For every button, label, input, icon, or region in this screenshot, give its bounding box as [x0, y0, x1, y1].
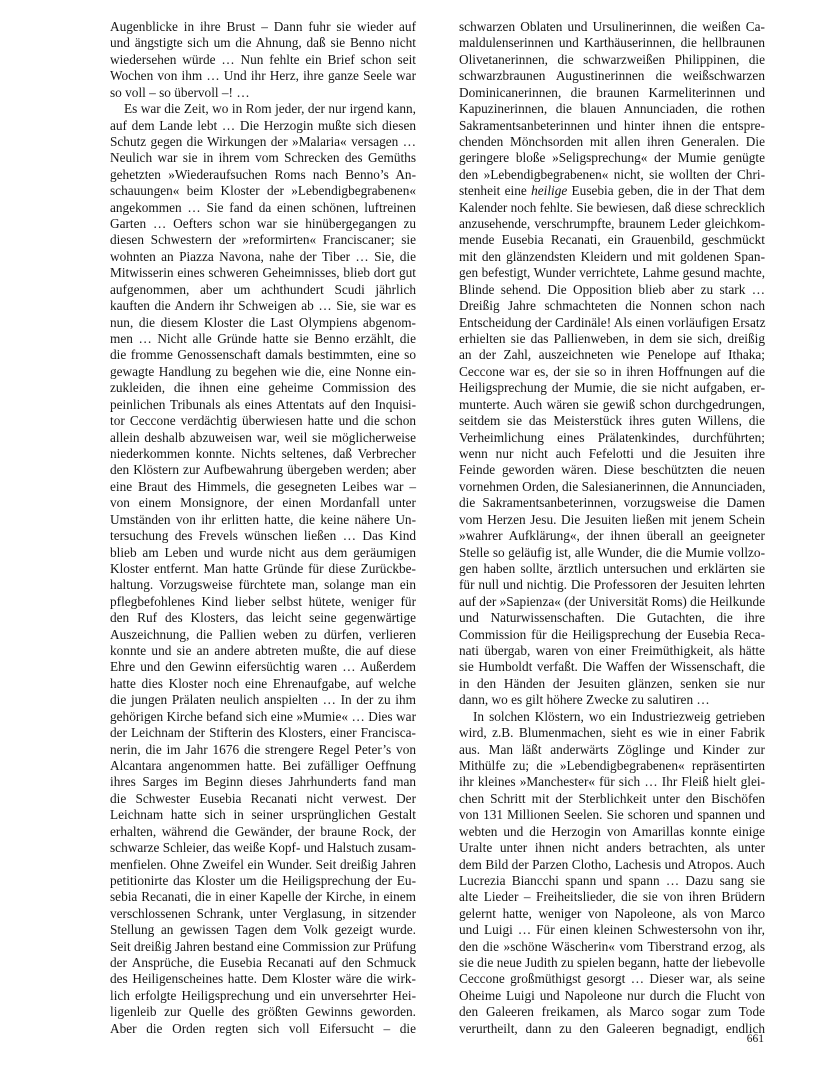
right-column-line: gelernt hatte, weniger von Napoleone, als von Marco: [459, 905, 765, 921]
left-column-line: Ehre und den Gewinn eifersüchtig waren … Außerdem: [110, 659, 416, 675]
right-column-line: aus. Man läßt anderwärts Zöglinge und Kinder zur: [459, 741, 765, 757]
left-column-line: haltung. Vorzugsweise fürchtete man, solange man ein: [110, 577, 416, 593]
left-column-line: konnte und sie an andere abtreten mußte, die auf diese: [110, 643, 416, 659]
left-column-line: schwarze Schleier, das weiße Kopf- und Halstuch zusam-: [110, 840, 416, 856]
right-column-line: [459, 183, 765, 199]
left-column-line: gehetzten »Wiederaufsuchen Roms nach Benno’s An-: [110, 166, 416, 182]
right-column-line: gen befestigt, Wunder verrichtete, Lahme gesund machte,: [459, 265, 765, 281]
left-column-line: lich erfolgte Heiligsprechung und ein unversehrter Hei-: [110, 987, 416, 1003]
right-column-line: vornehmen Orden, die Salesianerinnen, die Annunciaden,: [459, 478, 766, 494]
left-column-line: men … Nicht alle Gründe hatte sie Benno erzählt, die: [110, 331, 416, 347]
right-column-line: vom Herzen Jesu. Die Jesuiten ließen mit jenem Schein: [459, 511, 765, 527]
left-column-line: verschlossenen Schrank, unter Verglasung, in sitzender: [110, 905, 416, 921]
right-column-line: alte Lieder – Freiheitslieder, die sie von ihren Brüdern: [459, 889, 765, 905]
left-column-line: wiedersehen würde … Nun fehlte ein Brief schon seit: [110, 51, 416, 67]
left-column-line: erhalten, während die Gewänder, der braune Rock, der: [110, 823, 416, 839]
left-column-line: ihres Sarges im Beginn dieses Jahrhunderts fand man: [110, 774, 416, 790]
right-column-line: In solchen Klöstern, wo ein Industriezweig getrieben: [473, 708, 765, 724]
left-column-line: Neulich war sie in ihrem vom Schrecken des Gemüths: [110, 150, 416, 166]
left-column-line: nun, die diesem Kloster die Last Olympiens abgenom-: [110, 314, 416, 330]
right-column-line: in den Händen der Jesuiten glänzen, senken sie nur: [459, 675, 765, 691]
page-number: 661: [746, 1033, 764, 1045]
left-column-line: peinlichen Tribunals als eines Attentats auf den Inquisi-: [110, 396, 416, 412]
right-column-line: Dominicanerinnen, die braunen Karmeliterinnen und: [459, 84, 765, 100]
left-column-line: Seit dreißig Jahren bestand eine Commission zur Prüfung: [110, 938, 417, 954]
right-column: [459, 19, 765, 1037]
right-column-line: dann, wo es gilt höhere Zwecke zu salutiren …: [459, 692, 710, 708]
right-column-line: Entscheidung der Cardinäle! Als einen vorläufigen Ersatz: [459, 314, 766, 330]
left-column-line: Alcantara angenommen hatte. Bei zufälliger Oeffnung: [110, 757, 416, 773]
left-column-line: aufgenommen, aber um achthundert Scudi jährlich: [110, 281, 416, 297]
right-column-line: Ceccone großmüthigst gesorgt … Dieser war, als seine: [459, 971, 765, 987]
left-column-line: sebia Recanati, die in einer Kapelle der Kirche, in einem: [110, 889, 416, 905]
right-column-line: »wahrer Aufklärung«, der ihnen überall an geeigneter: [459, 528, 765, 544]
right-column-line: auf der »Sapienza« (der Universität Roms) die Heilkunde: [459, 593, 766, 609]
right-column-line: Feinde geworden wären. Diese beschützten die neuen: [459, 462, 765, 478]
right-column-line: für null und nichtig. Die Professoren der Jesuiten lehrten: [459, 577, 765, 593]
left-column-line: Augenblicke in ihre Brust – Dann fuhr sie wieder auf: [110, 19, 416, 34]
right-column-line: Olivetanerinnen, die schwarzweißen Philippinen, die: [459, 51, 765, 67]
right-column-line: Ceccone war es, der sie so in ihren Hoffnungen auf die: [459, 363, 765, 379]
left-column-line: die Schwester Eusebia Recanati nicht verwest. Der: [110, 790, 416, 806]
left-column-line: Aber die Orden regten sich voll Eifersucht – die: [110, 1020, 416, 1036]
right-column-line: geringere bloße »Seligsprechung« der Mumie genügte: [459, 150, 765, 166]
right-column-line: die Sakramentsanbeterinnen, vorzugsweise die Damen: [459, 495, 765, 511]
right-column-line: und Naturwissenschaften. Die Gutachten, die ihre: [459, 610, 765, 626]
left-column-line: diesen Schwestern der »reformirten« Franciscaner; sie: [110, 232, 416, 248]
left-column-line: Kloster entfernt. Man hatte Gründe für diese Zurückbe-: [110, 560, 416, 576]
right-column-line: erhielten sie das Pallienweben, in dem sie sich, dreißig: [459, 331, 765, 347]
right-column-line: seitdem sie das Meisterstück ihres guten Willens, die: [459, 413, 765, 429]
right-column-line: Commission für die Heiligsprechung der Eusebia Reca-: [459, 626, 765, 642]
left-column-line: angekommen … Sie fand da einen schönen, luftreinen: [110, 199, 416, 215]
right-column-line: Lucrezia Biancchi spann und spann … Dazu sang sie: [459, 872, 765, 888]
left-column-line: so voll – so übervoll –! …: [110, 84, 250, 100]
left-column-line: nerin, die im Jahr 1676 die strengere Regel Peter’s von: [110, 741, 416, 757]
right-column-line: Kalender noch fehlte. Sie bewiesen, daß diese schrecklich: [459, 199, 765, 215]
right-column-line: munterte. Auch wären sie gewiß schon durchgedrungen,: [459, 396, 765, 412]
right-column-line: Verheimlichung eines Prälatenkindes, durchführten;: [459, 429, 765, 445]
right-column-line: den die »schöne Wäscherin« vom Tiberstrand erzog, als: [459, 938, 765, 954]
right-column-line: und Luigi … Für einen kleinen Schwestersohn von ihr,: [459, 922, 765, 938]
right-column-line: wird, z.B. Blumenmachen, sieht es wie in einer Fabrik: [459, 725, 765, 741]
right-column-line: sie die neue Judith zu spielen begann, hatte der liebevolle: [459, 955, 765, 971]
left-column-line: den Ruf des Klosters, das leicht seine gegenwärtige: [110, 610, 416, 626]
left-column-line: Umständen von ihr erlitten hatte, die keine nähere Un-: [110, 511, 416, 527]
right-column-line: nati übergab, waren von einer Freimüthigkeit, als hätte: [459, 643, 765, 659]
left-column-line: Es war die Zeit, wo in Rom jeder, der nur irgend kann,: [124, 101, 416, 117]
left-column-line: der Leichnam der Stifterin des Klosters, einer Francisca-: [110, 725, 416, 741]
right-column-line: den Galeeren freikamen, als Marco sogar zum Tode: [459, 1004, 765, 1020]
right-column-line: Kapuzinerinnen, die blauen Annunciaden, die rothen: [459, 101, 765, 117]
right-column-line: den »Lebendigbegrabenen« nicht, sie wollten der Chri-: [459, 166, 765, 182]
left-column-line: kauften die Andern ihr Schweigen ab … Sie, sie war es: [110, 298, 416, 314]
right-column-line: webten und die Herzogin von Amarillas konnte einige: [459, 823, 765, 839]
right-column-line: anzusehende, verschrumpfte, braunem Leder gleichkom-: [459, 216, 765, 232]
left-column-line: auf dem Lande lebt … Die Herzogin mußte sich diesen: [110, 117, 416, 133]
left-column-line: tersuchung des Frevels wünschen ließen … Das Kind: [110, 528, 416, 544]
left-column-line: Stellung an gewissen Tagen dem Volk gezeigt wurde.: [110, 922, 416, 938]
right-column-line: Blinde sehend. Die Opposition blieb aber zu stark …: [459, 281, 765, 297]
right-column-line: an der Zahl, auszeichneten wie Penelope auf Ithaka;: [459, 347, 765, 363]
left-column-line: tor Ceccone verdächtig überwiesen hatte und die schon: [110, 413, 416, 429]
right-column-line: Uralte unter ihnen nicht anders betrachten, als unter: [459, 840, 765, 856]
right-column-line: maldulenserinnen und Karthäuserinnen, die hellbraunen: [459, 35, 765, 51]
right-column-line: ihr kleines »Manchester« für sich … Ihr Fleiß hielt glei-: [459, 774, 765, 790]
left-column-line: gewagte Handlung zu begehen wie die, eine Nonne ein-: [110, 363, 416, 379]
left-column-line: Leichnam hatte sich in seiner ursprünglichen Gestalt: [110, 807, 416, 823]
right-column-line: mende Eusebia Recanati, ein Grauenbild, geschmückt: [459, 232, 765, 248]
left-column-line: Garten … Oefters schon war sie hinübergegangen zu: [110, 216, 416, 232]
left-column-line: blieb am Leben und wurde nicht aus dem geräumigen: [110, 544, 416, 560]
left-column-line: Mitwisserin eines schweren Geheimnisses, blieb dort gut: [110, 265, 416, 281]
right-column-line: chen Schritt mit der Sterblichkeit unter den Bischöfen: [459, 790, 765, 806]
right-column-line: von 131 Millionen Seelen. Sie schoren und spannen und: [459, 807, 765, 823]
left-column-line: pflegbefohlenes Kind lieber selbst hütete, weniger für: [110, 593, 416, 609]
left-column-line: schauungen« beim Kloster der »Lebendigbegrabenen«: [110, 183, 416, 199]
right-column-line: Sakramentsanbeterinnen und hinter ihnen die entspre-: [459, 117, 765, 133]
left-column-line: die jungen Prälaten neulich anspielten … In der zu ihm: [110, 692, 416, 708]
right-column-line: Heiligsprechung der Mumie, die sie nicht aufgaben, er-: [459, 380, 765, 396]
left-column-line: ligenleib zur Quelle des größten Gewinns geworden.: [110, 1004, 416, 1020]
text-run: stenheit eine: [459, 183, 532, 199]
right-column-line: Mithülfe zu; die »Lebendigbegrabenen« repräsentirten: [459, 757, 765, 773]
left-column-line: gehörigen Kirche befand sich eine »Mumie« … Dies war: [110, 708, 416, 724]
right-column-line: dem Bild der Parzen Clotho, Lachesis und Atropos. Auch: [459, 856, 765, 872]
text-run: Eusebia geben, die in der That dem: [567, 183, 765, 199]
right-column-line: Oheime Luigi und Napoleone nur durch die Flucht von: [459, 987, 765, 1003]
right-column-line: mit den glänzendsten Kleidern und mit goldenen Span-: [459, 248, 765, 264]
left-column-line: niederkommen konnte. Nichts seltenes, daß Verbrecher: [110, 445, 416, 461]
left-column-line: hatte dies Kloster noch eine Ehrenaufgabe, auf welche: [110, 675, 416, 691]
left-column-line: und ängstigte sich um die Ahnung, daß sie Benno nicht: [110, 35, 416, 51]
left-column-line: der Ansprüche, die Eusebia Recanati auf den Schmuck: [110, 955, 416, 971]
right-column-line: schwarzbraunen Augustinerinnen die weißschwarzen: [459, 68, 765, 84]
right-column-line: chenden Mönchsorden mit allen ihren Generalen. Die: [459, 133, 765, 149]
left-column-line: den Klöstern zur Aufbewahrung übergeben werden; aber: [110, 462, 416, 478]
left-column-line: allein deshalb abzuweisen war, weil sie möglicherweise: [110, 429, 416, 445]
left-column-line: Wochen von ihm … Und ihr Herz, ihre ganze Seele war: [110, 68, 416, 84]
right-column-line: sie Humboldt verfaßt. Die Waffen der Wissenschaft, die: [459, 659, 765, 675]
left-column-line: des Heiligenscheines hatte. Dem Kloster wäre die wirk-: [110, 971, 416, 987]
left-column-line: petitionirte das Kloster um die Heiligsprechung der Eu-: [110, 872, 416, 888]
left-column-line: eine Braut des Himmels, die gesegneten Leibes war –: [110, 478, 416, 494]
left-column-line: Schutz gegen die Wirkungen der »Malaria« versagen …: [110, 133, 416, 149]
right-column-line: verurtheilt, dann zu den Galeeren begnadigt, endlich: [459, 1020, 765, 1036]
left-column: [110, 19, 416, 1037]
left-column-line: Auszeichnung, die Pallien weben zu dürfen, verlieren: [110, 626, 416, 642]
left-column-line: von einem Monsignore, der einen Mordanfall unter: [110, 495, 416, 511]
left-column-line: wohnten an Piazza Navona, nahe der Tiber … Sie, die: [110, 248, 416, 264]
left-column-line: die fromme Genossenschaft damals bestimmten, eine so: [110, 347, 416, 363]
right-column-line: Stelle so geläufig ist, alle Wunder, die die Mumie vollzo-: [459, 544, 765, 560]
right-column-line: Dreißig Jahre schmachteten die Nonnen schon nach: [459, 298, 765, 314]
left-column-line: zukleiden, die ihnen eine geheime Commission des: [110, 380, 416, 396]
italic-word: heilige: [531, 183, 568, 199]
right-column-line: gen haben sollte, ärztlich untersuchen und erklärten sie: [459, 560, 765, 576]
right-column-line: wenn nur nicht auch Fefelotti und die Jesuiten ihre: [459, 445, 765, 461]
right-column-line: schwarzen Oblaten und Ursulinerinnen, die weißen Ca-: [459, 19, 765, 34]
left-column-line: menfielen. Ohne Zweifel ein Wunder. Seit dreißig Jahren: [110, 856, 416, 872]
